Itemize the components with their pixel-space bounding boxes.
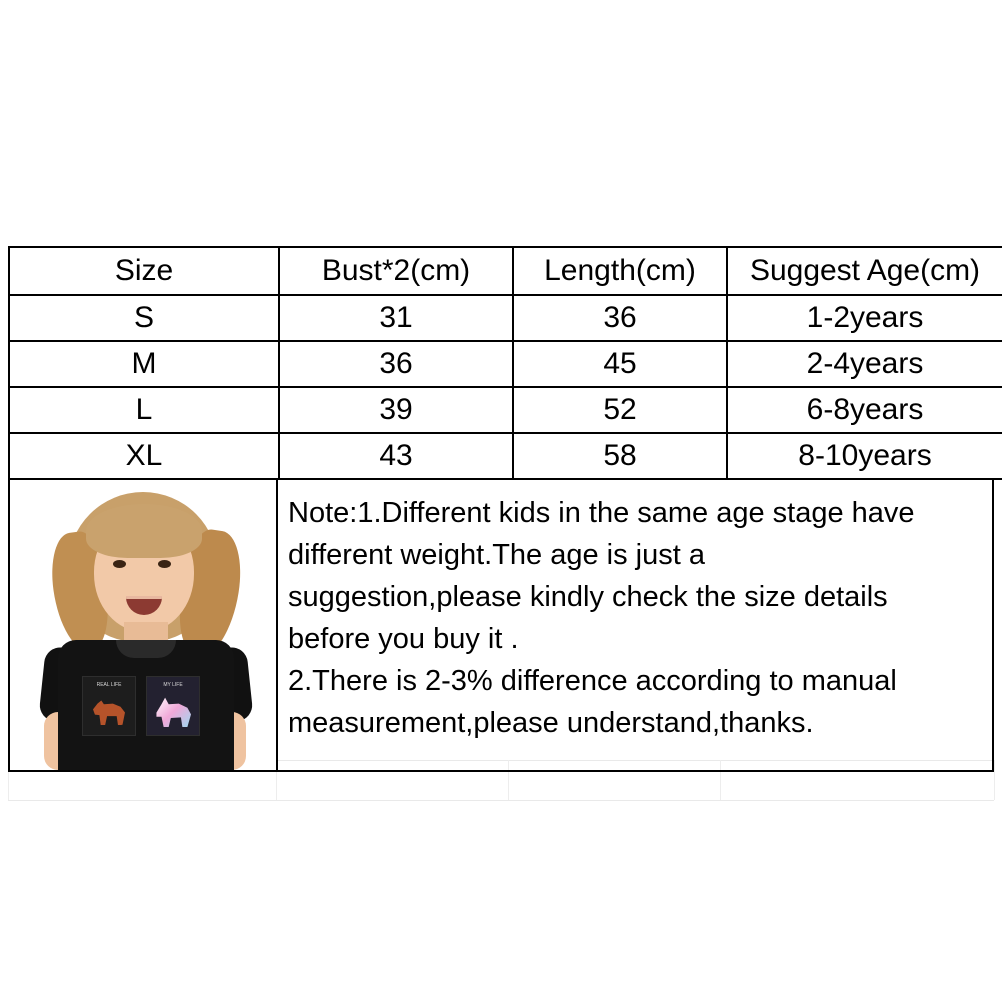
horse-icon bbox=[93, 699, 125, 725]
cell-age: 2-4years bbox=[727, 341, 1002, 387]
cell-bust: 39 bbox=[279, 387, 513, 433]
cell-age: 6-8years bbox=[727, 387, 1002, 433]
column-header-length: Length(cm) bbox=[513, 247, 727, 295]
note-line: different weight.The age is just a bbox=[288, 539, 705, 571]
cell-bust: 36 bbox=[279, 341, 513, 387]
cell-bust: 43 bbox=[279, 433, 513, 479]
cell-size: S bbox=[9, 295, 279, 341]
collar-icon bbox=[116, 640, 176, 658]
note-line: suggestion,please kindly check the size details bbox=[288, 581, 888, 613]
note-line: measurement,please understand,thanks. bbox=[288, 707, 814, 739]
cell-age: 8-10years bbox=[727, 433, 1002, 479]
print-right-caption: MY LIFE bbox=[163, 682, 183, 688]
table-header-row bbox=[9, 247, 1002, 295]
unicorn-icon bbox=[155, 697, 191, 727]
guide-line-vertical bbox=[994, 760, 995, 800]
size-table bbox=[8, 246, 1002, 480]
fringe-icon bbox=[86, 504, 202, 558]
note-line: Note:1.Different kids in the same age stage have bbox=[288, 497, 915, 529]
photo-illustration bbox=[10, 480, 278, 770]
column-header-bust: Bust*2(cm) bbox=[279, 247, 513, 295]
print-right bbox=[146, 676, 200, 736]
cell-length: 45 bbox=[513, 341, 727, 387]
size-chart-block bbox=[8, 246, 994, 772]
print-left bbox=[82, 676, 136, 736]
note-text bbox=[278, 480, 992, 770]
cell-size: M bbox=[9, 341, 279, 387]
guide-line bbox=[8, 800, 994, 801]
product-photo bbox=[10, 480, 278, 770]
note-line: before you buy it . bbox=[288, 623, 519, 655]
note-line: 2.There is 2-3% difference according to manual bbox=[288, 665, 897, 697]
table-row bbox=[9, 295, 1002, 341]
column-header-age: Suggest Age(cm) bbox=[727, 247, 1002, 295]
cell-length: 36 bbox=[513, 295, 727, 341]
cell-bust: 31 bbox=[279, 295, 513, 341]
table-row bbox=[9, 387, 1002, 433]
eye-left-icon bbox=[113, 560, 126, 568]
cell-age: 1-2years bbox=[727, 295, 1002, 341]
cell-size: L bbox=[9, 387, 279, 433]
cell-length: 58 bbox=[513, 433, 727, 479]
eye-right-icon bbox=[158, 560, 171, 568]
table-row bbox=[9, 341, 1002, 387]
table-row bbox=[9, 433, 1002, 479]
column-header-size: Size bbox=[9, 247, 279, 295]
cell-length: 52 bbox=[513, 387, 727, 433]
print-left-caption: REAL LIFE bbox=[96, 682, 122, 688]
cell-size: XL bbox=[9, 433, 279, 479]
note-row bbox=[8, 480, 994, 772]
